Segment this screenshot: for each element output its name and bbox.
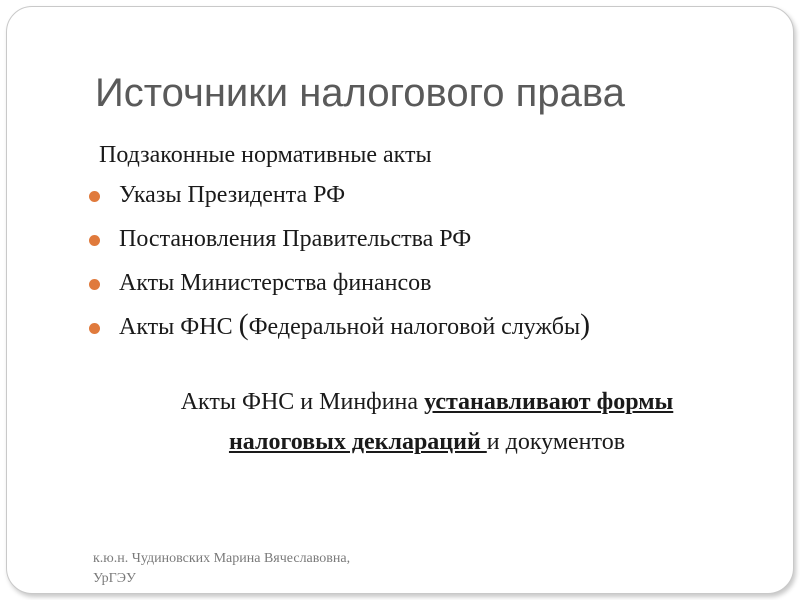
- footer-author: к.ю.н. Чудиновских Марина Вячеславовна,: [93, 551, 351, 566]
- bullet-text-before: Акты ФНС: [119, 314, 239, 340]
- note-lead: Акты ФНС и Минфина: [180, 389, 425, 415]
- footer-org: УрГЭУ: [93, 571, 136, 586]
- open-paren: (: [238, 308, 249, 341]
- note-paragraph: [97, 382, 757, 462]
- bullet-dot-icon: [89, 279, 100, 290]
- close-paren: ): [580, 308, 591, 341]
- bullet-text-middle: Федеральной налоговой службы: [248, 314, 581, 340]
- footer: [93, 549, 350, 589]
- bullet-text: Акты Министерства финансов: [119, 270, 432, 296]
- slide-title: Источники налогового права: [95, 71, 625, 115]
- note-emphasis-2: налоговых деклараций: [228, 429, 487, 455]
- slide: [6, 6, 794, 594]
- bullet-text: Постановления Правительства РФ: [119, 226, 472, 252]
- note-tail: и документов: [486, 429, 626, 455]
- bullet-dot-icon: [89, 235, 100, 246]
- bullet-text: [119, 308, 591, 342]
- bullet-dot-icon: [89, 323, 100, 334]
- note-emphasis-1: устанавливают формы: [424, 389, 674, 415]
- intro-text: Подзаконные нормативные акты: [99, 142, 432, 168]
- bullet-dot-icon: [89, 191, 100, 202]
- bullet-text: Указы Президента РФ: [119, 182, 346, 208]
